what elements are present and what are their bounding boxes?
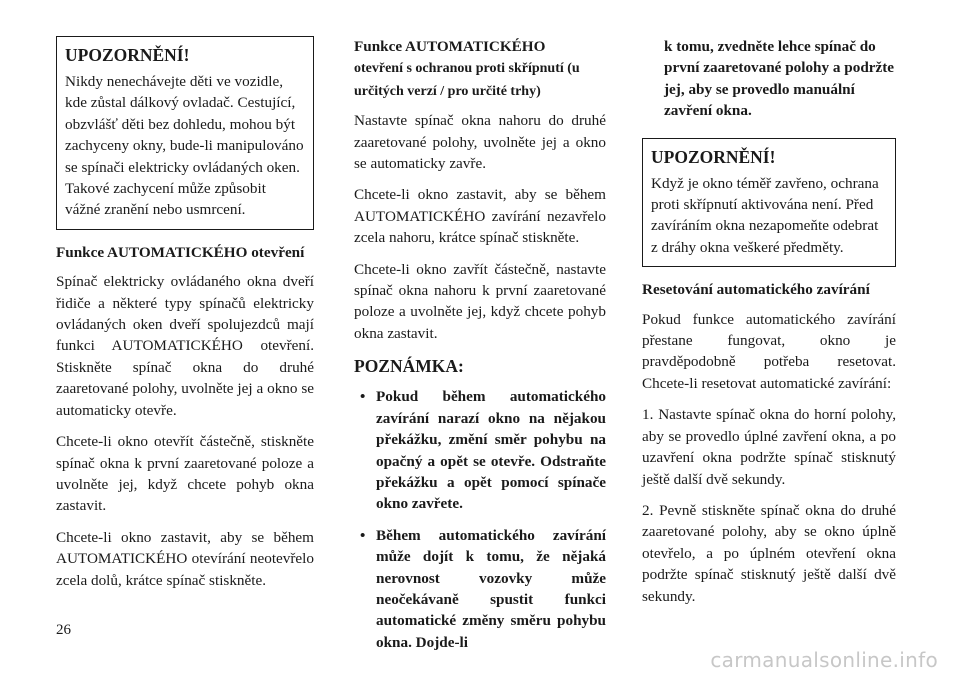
warning-text: Nikdy nenechávejte děti ve vozidle, kde zůstal dálkový ovladač. Cestující, obzvlášť děti bez dohledu, mohou být zachyceny okny, bude-li manipulováno se spínači elektricky ovládaných oken. Takové zachycení může způsobit vážné zranění nebo usmrcení. xyxy=(65,73,304,219)
section-heading-sub: otevření s ochranou proti skřípnutí (u určitých verzí / pro určité trhy) xyxy=(354,61,580,99)
paragraph: Nastavte spínač okna nahoru do druhé zaaretované polohy, uvolněte jej a okno se automaticky zavře. xyxy=(354,112,606,173)
section-heading: Resetování automatického zavírání xyxy=(642,281,870,299)
page-number: 26 xyxy=(56,622,71,638)
warning-title: UPOZORNĚNÍ! xyxy=(651,146,776,167)
paragraph: 2. Pevně stiskněte spínač okna do druhé zaaretované polohy, aby se okno úplně otevřelo, a po úplném otevření okna podržte spínač stisknutý ještě další dvě sekundy. xyxy=(642,501,896,605)
right-column xyxy=(642,36,896,617)
list-item: • Pokud během automatického zavírání narazí okno na nějakou překážku, změní směr pohybu na opačný a opět se otevře. Odstraňte překážku a opět pomocí spínače okno zavřete. xyxy=(354,386,606,514)
paragraph: Chcete-li okno otevřít částečně, stiskněte spínač okna k první zaaretované poloze a uvolněte jej, když chcete pohyb okna zastavit. xyxy=(56,433,314,515)
warning-box xyxy=(56,36,314,230)
note-title: POZNÁMKA: xyxy=(354,356,464,377)
paragraph: 1. Nastavte spínač okna do horní polohy, aby se provedlo úplné zavření okna, a po uzavření okna podržte spínač stisknutý ještě další dvě sekundy. xyxy=(642,406,896,488)
warning-title: UPOZORNĚNÍ! xyxy=(65,45,190,65)
middle-column xyxy=(354,36,606,663)
note-list xyxy=(354,386,606,653)
paragraph: Chcete-li okno zastavit, aby se během AUTOMATICKÉHO zavírání nezavřelo zcela nahoru, krátce spínač stiskněte. xyxy=(354,186,606,247)
warning-text: Když je okno téměř zavřeno, ochrana proti skřípnutí aktivována není. Před zavíráním okna nezapomeňte odebrat z dráhy okna veškeré předměty. xyxy=(651,174,879,256)
section-heading: Funkce AUTOMATICKÉHO otevření xyxy=(56,243,305,261)
watermark: carmanualsonline.info xyxy=(710,648,938,672)
left-column xyxy=(56,36,314,601)
paragraph: Pokud funkce automatického zavírání přestane fungovat, okno je pravděpodobně potřeba resetovat. Chcete-li resetovat automatické zavírání: xyxy=(642,310,896,392)
bullet-continuation: k tomu, zvedněte lehce spínač do první zaaretované polohy a podržte jej, aby se provedlo manuální zavření okna. xyxy=(664,38,895,120)
list-item: • Během automatického zavírání může dojít k tomu, že nějaká nerovnost vozovky může neočekávaně spustit funkci automatické změny směru pohybu okna. Dojde-li xyxy=(354,525,606,653)
paragraph: Chcete-li okno zavřít částečně, nastavte spínač okna nahoru k první zaaretované poloze a uvolněte jej, když chcete pohyb okna zastavit. xyxy=(354,260,606,342)
warning-box xyxy=(642,138,896,268)
section-heading xyxy=(354,36,606,102)
paragraph: Chcete-li okno zastavit, aby se během AUTOMATICKÉHO otevírání neotevřelo zcela dolů, krátce spínač stiskněte. xyxy=(56,528,314,589)
section-heading-main: Funkce AUTOMATICKÉHO xyxy=(354,38,546,55)
paragraph: Spínač elektricky ovládaného okna dveří řidiče a některé typy spínačů elektricky ovládaných oken dveří spolujezdců mají funkci AUTOMATICKÉHO otevření. Stiskněte spínač okna do druhé zaaretované polohy, uvolněte jej a okno se automaticky otevře. xyxy=(56,273,314,419)
